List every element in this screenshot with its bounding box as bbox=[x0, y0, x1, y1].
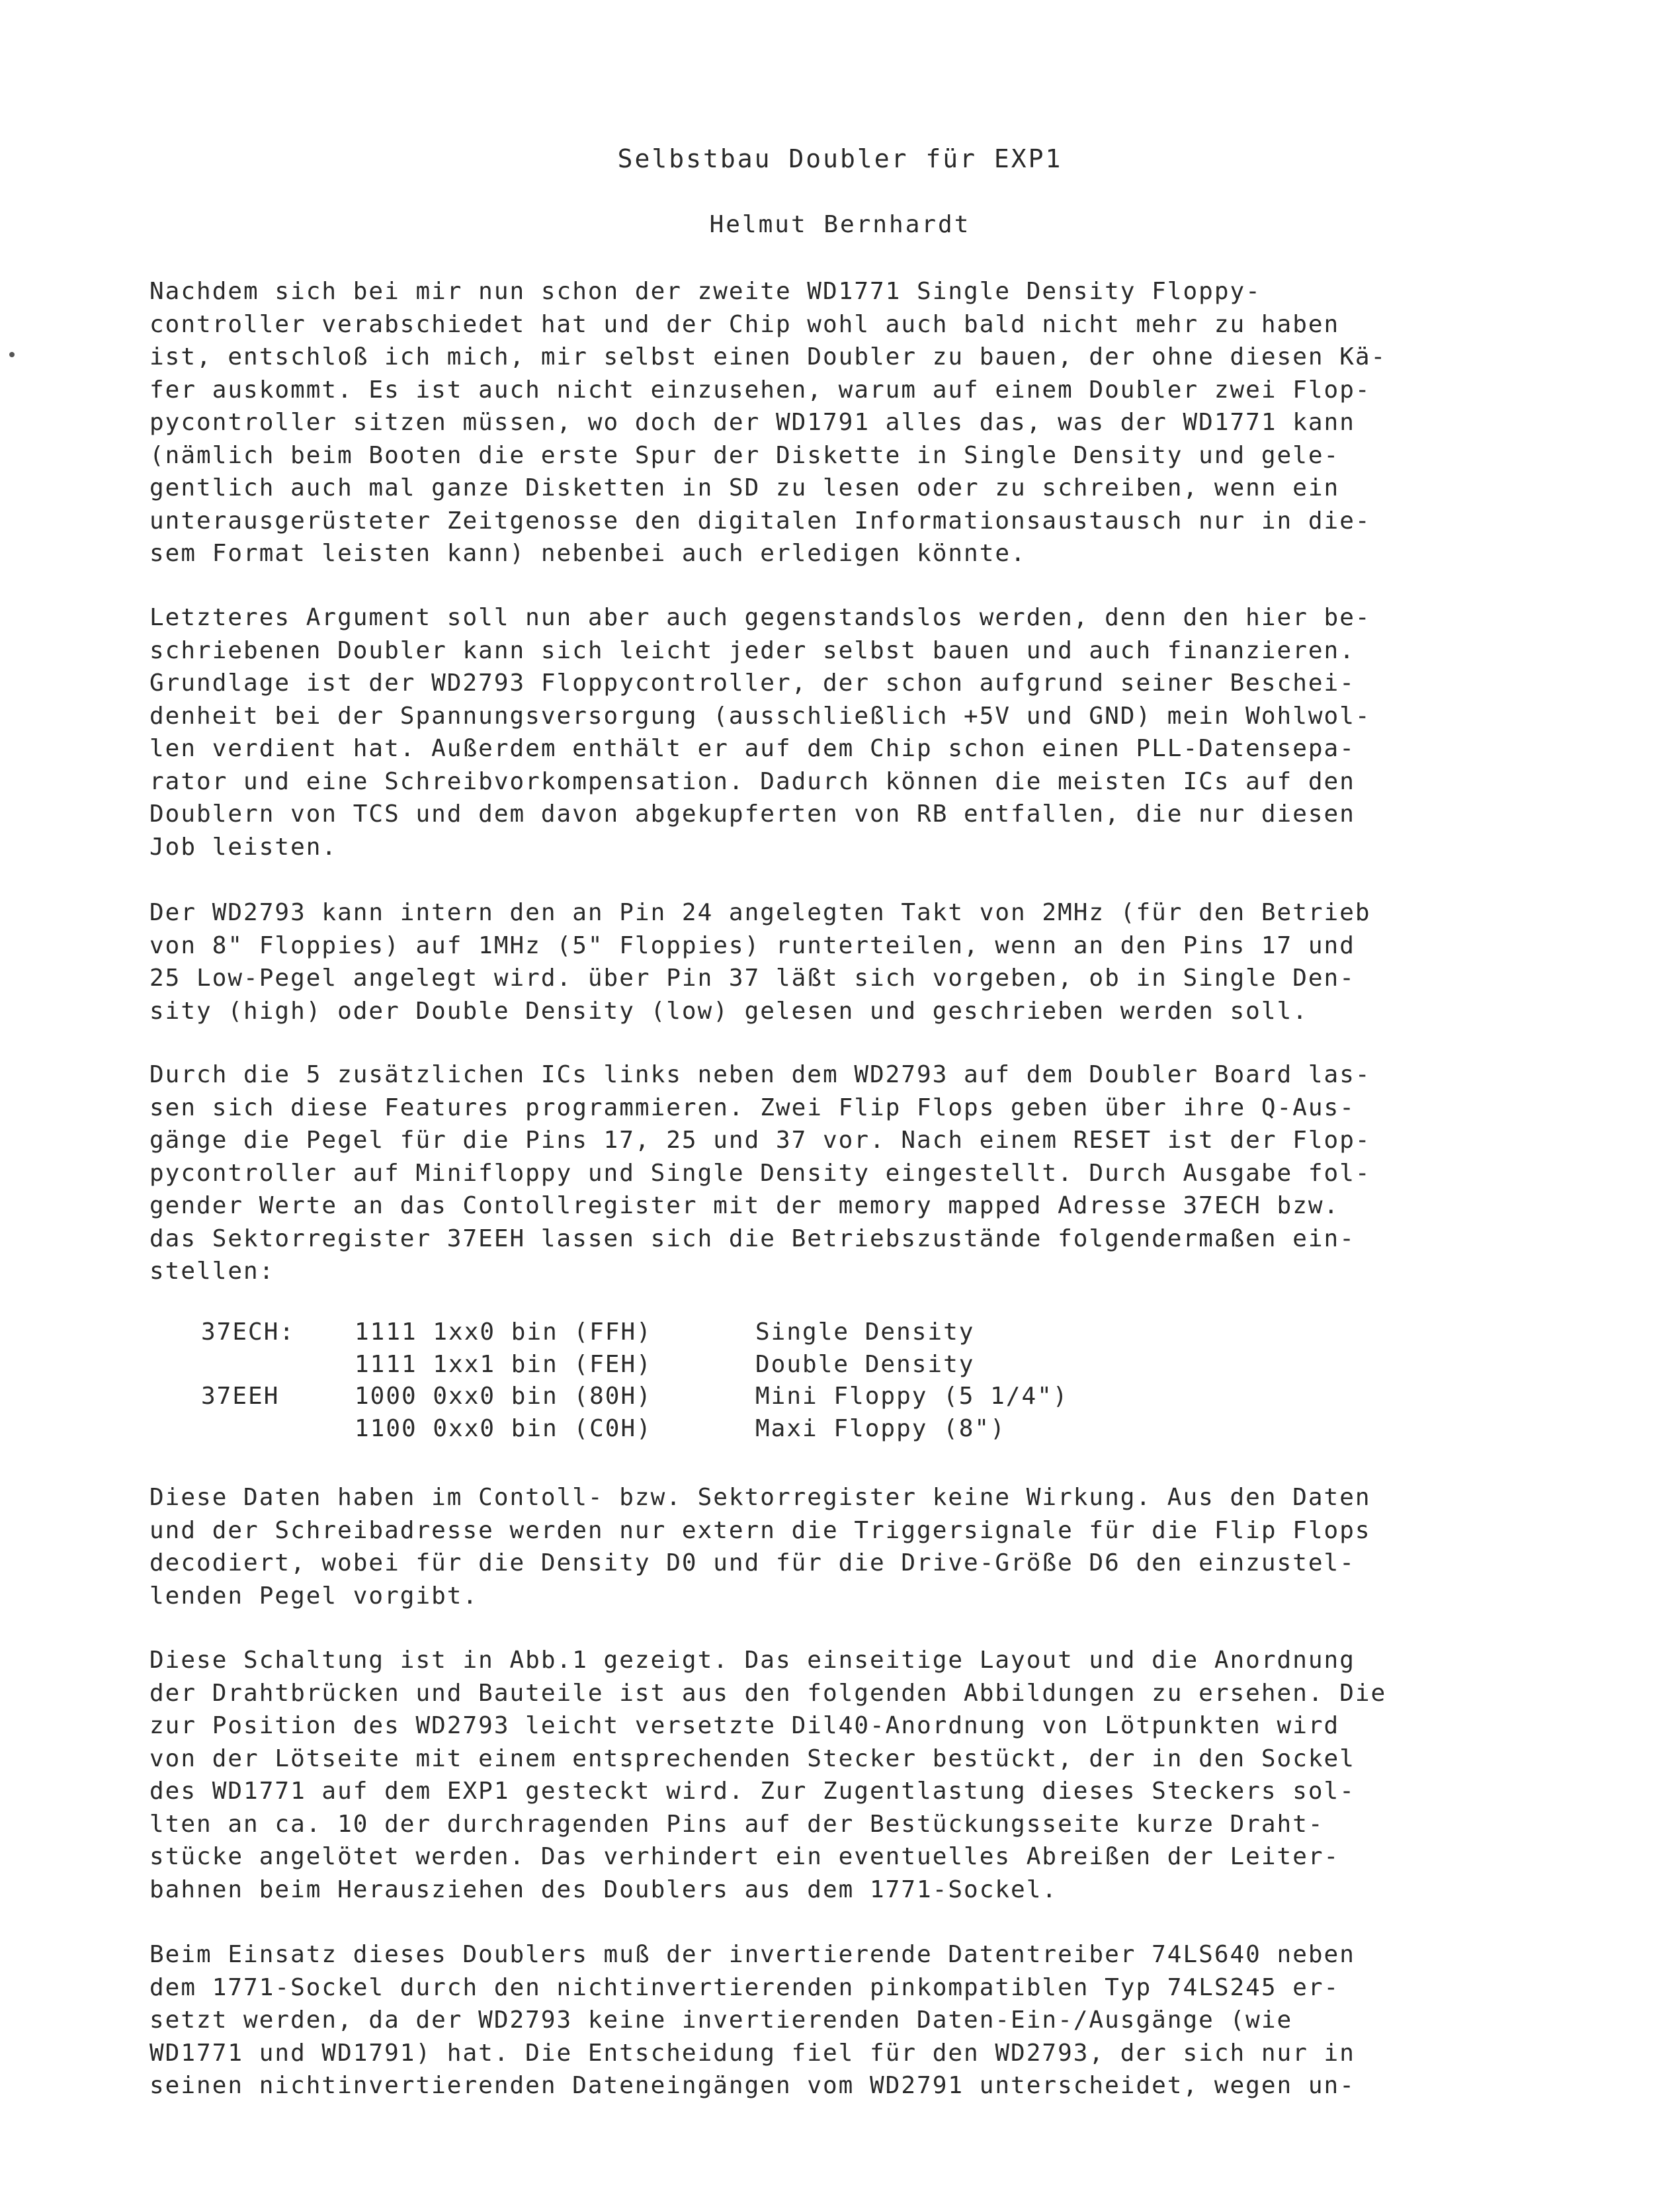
text-line: (nämlich beim Booten die erste Spur der Diskette in Single Density und gele- bbox=[149, 441, 1340, 469]
text-line: pycontroller sitzen müssen, wo doch der WD1791 alles das, was der WD1771 kann bbox=[149, 409, 1355, 436]
text-line: lenden Pegel vorgibt. bbox=[149, 1582, 479, 1610]
text-line: bahnen beim Herausziehen des Doublers aus dem 1771-Sockel. bbox=[149, 1876, 1058, 1903]
register-value: 1111 1xx0 bin (FFH) bbox=[355, 1318, 652, 1346]
register-value: 1100 0xx0 bin (C0H) bbox=[355, 1414, 652, 1442]
register-description: Mini Floppy (5 1/4") bbox=[755, 1383, 1069, 1410]
text-line: von der Lötseite mit einem entsprechenden Stecker bestückt, der in den Sockel bbox=[149, 1745, 1355, 1772]
text-line: stellen: bbox=[149, 1258, 275, 1285]
text-line: controller verabschiedet hat und der Chip wohl auch bald nicht mehr zu haben bbox=[149, 310, 1340, 338]
table-row bbox=[201, 1381, 1068, 1413]
register-address: 37EEH bbox=[201, 1383, 280, 1410]
paragraph-2 bbox=[149, 601, 1479, 863]
text-line: seinen nichtinvertierenden Dateneingängen vom WD2791 unterscheidet, wegen un- bbox=[149, 2072, 1355, 2099]
text-line: Letzteres Argument soll nun aber auch gegenstandslos werden, denn den hier be- bbox=[149, 604, 1371, 631]
register-value: 1000 0xx0 bin (80H) bbox=[355, 1383, 652, 1410]
document-author: Helmut Bernhardt bbox=[709, 211, 971, 238]
text-line: das Sektorregister 37EEH lassen sich die Betriebszustände folgendermaßen ein- bbox=[149, 1225, 1355, 1252]
text-line: zur Position des WD2793 leicht versetzte Dil40-Anordnung von Lötpunkten wird bbox=[149, 1712, 1340, 1739]
text-line: des WD1771 auf dem EXP1 gesteckt wird. Zur Zugentlastung dieses Steckers sol- bbox=[149, 1778, 1355, 1805]
register-address bbox=[201, 1413, 355, 1445]
paragraph-4 bbox=[149, 1058, 1479, 1288]
text-line: setzt werden, da der WD2793 keine invertierenden Daten-Ein-/Ausgänge (wie bbox=[149, 2006, 1293, 2034]
text-line: gänge die Pegel für die Pins 17, 25 und 37 vor. Nach einem RESET ist der Flop- bbox=[149, 1127, 1371, 1154]
text-line: fer auskommt. Es ist auch nicht einzusehen, warum auf einem Doubler zwei Flop- bbox=[149, 376, 1371, 404]
text-line: 25 Low-Pegel angelegt wird. über Pin 37 läßt sich vorgeben, ob in Single Den- bbox=[149, 965, 1355, 992]
text-line: schriebenen Doubler kann sich leicht jeder selbst bauen und auch finanzieren. bbox=[149, 636, 1355, 664]
text-line: pycontroller auf Minifloppy und Single Density eingestellt. Durch Ausgabe fol- bbox=[149, 1159, 1371, 1187]
paragraph-1 bbox=[149, 275, 1479, 570]
text-line: und der Schreibadresse werden nur extern die Triggersignale für die Flip Flops bbox=[149, 1516, 1371, 1544]
text-line: len verdient hat. Außerdem enthält er auf dem Chip schon einen PLL-Datensepa- bbox=[149, 735, 1355, 762]
paragraph-7 bbox=[149, 1938, 1479, 2102]
text-line: sity (high) oder Double Density (low) gelesen und geschrieben werden soll. bbox=[149, 997, 1308, 1025]
text-line: Job leisten. bbox=[149, 833, 338, 861]
text-line: Beim Einsatz dieses Doublers muß der invertierende Datentreiber 74LS640 neben bbox=[149, 1941, 1355, 1968]
register-table bbox=[201, 1316, 1068, 1445]
table-row bbox=[201, 1413, 1068, 1445]
table-row bbox=[201, 1316, 1068, 1349]
text-line: decodiert, wobei für die Density D0 und für die Drive-Größe D6 den einzustel- bbox=[149, 1549, 1355, 1576]
register-address bbox=[201, 1349, 355, 1381]
text-line: Diese Schaltung ist in Abb.1 gezeigt. Das einseitige Layout und die Anordnung bbox=[149, 1647, 1355, 1674]
text-line: stücke angelötet werden. Das verhindert ein eventuelles Abreißen der Leiter- bbox=[149, 1843, 1340, 1870]
text-line: Nachdem sich bei mir nun schon der zweite WD1771 Single Density Floppy- bbox=[149, 278, 1261, 305]
text-line: Doublern von TCS und dem davon abgekupferten von RB entfallen, die nur diesen bbox=[149, 800, 1355, 828]
text-line: lten an ca. 10 der durchragenden Pins auf der Bestückungsseite kurze Draht- bbox=[149, 1810, 1324, 1838]
text-line: sem Format leisten kann) nebenbei auch erledigen könnte. bbox=[149, 540, 1027, 567]
register-description: Double Density bbox=[755, 1350, 975, 1378]
text-line: Diese Daten haben im Contoll- bzw. Sektorregister keine Wirkung. Aus den Daten bbox=[149, 1484, 1371, 1511]
register-description: Single Density bbox=[755, 1318, 975, 1346]
text-line: ist, entschloß ich mich, mir selbst einen Doubler zu bauen, der ohne diesen Kä- bbox=[149, 343, 1387, 370]
text-line: dem 1771-Sockel durch den nichtinvertierenden pinkompatiblen Typ 74LS245 er- bbox=[149, 1973, 1340, 2001]
text-line: rator und eine Schreibvorkompensation. Dadurch können die meisten ICs auf den bbox=[149, 767, 1355, 795]
paragraph-3 bbox=[149, 896, 1479, 1027]
register-address: 37ECH: bbox=[201, 1318, 296, 1346]
paragraph-5 bbox=[149, 1481, 1479, 1612]
text-line: gender Werte an das Contollregister mit der memory mapped Adresse 37ECH bzw. bbox=[149, 1192, 1340, 1219]
text-line: gentlich auch mal ganze Disketten in SD zu lesen oder zu schreiben, wenn ein bbox=[149, 474, 1340, 501]
register-description: Maxi Floppy (8") bbox=[755, 1414, 1006, 1442]
text-line: von 8" Floppies) auf 1MHz (5" Floppies) runterteilen, wenn an den Pins 17 und bbox=[149, 931, 1355, 959]
text-line: WD1771 und WD1791) hat. Die Entscheidung fiel für den WD2793, der sich nur in bbox=[149, 2039, 1355, 2067]
document-title: Selbstbau Doubler für EXP1 bbox=[617, 144, 1063, 173]
scan-speck bbox=[9, 352, 15, 357]
register-value: 1111 1xx1 bin (FEH) bbox=[355, 1350, 652, 1378]
text-line: Durch die 5 zusätzlichen ICs links neben dem WD2793 auf dem Doubler Board las- bbox=[149, 1061, 1371, 1088]
table-row bbox=[201, 1349, 1068, 1381]
text-line: der Drahtbrücken und Bauteile ist aus den folgenden Abbildungen zu ersehen. Die bbox=[149, 1679, 1387, 1707]
text-line: denheit bei der Spannungsversorgung (ausschließlich +5V und GND) mein Wohlwol- bbox=[149, 702, 1371, 730]
text-line: unterausgerüsteter Zeitgenosse den digitalen Informationsaustausch nur in die- bbox=[149, 507, 1371, 535]
paragraph-6 bbox=[149, 1644, 1479, 1906]
text-line: sen sich diese Features programmieren. Zwei Flip Flops geben über ihre Q-Aus- bbox=[149, 1094, 1355, 1121]
text-line: Grundlage ist der WD2793 Floppycontroller, der schon aufgrund seiner Beschei- bbox=[149, 669, 1355, 697]
text-line: Der WD2793 kann intern den an Pin 24 angelegten Takt von 2MHz (für den Betrieb bbox=[149, 899, 1371, 926]
